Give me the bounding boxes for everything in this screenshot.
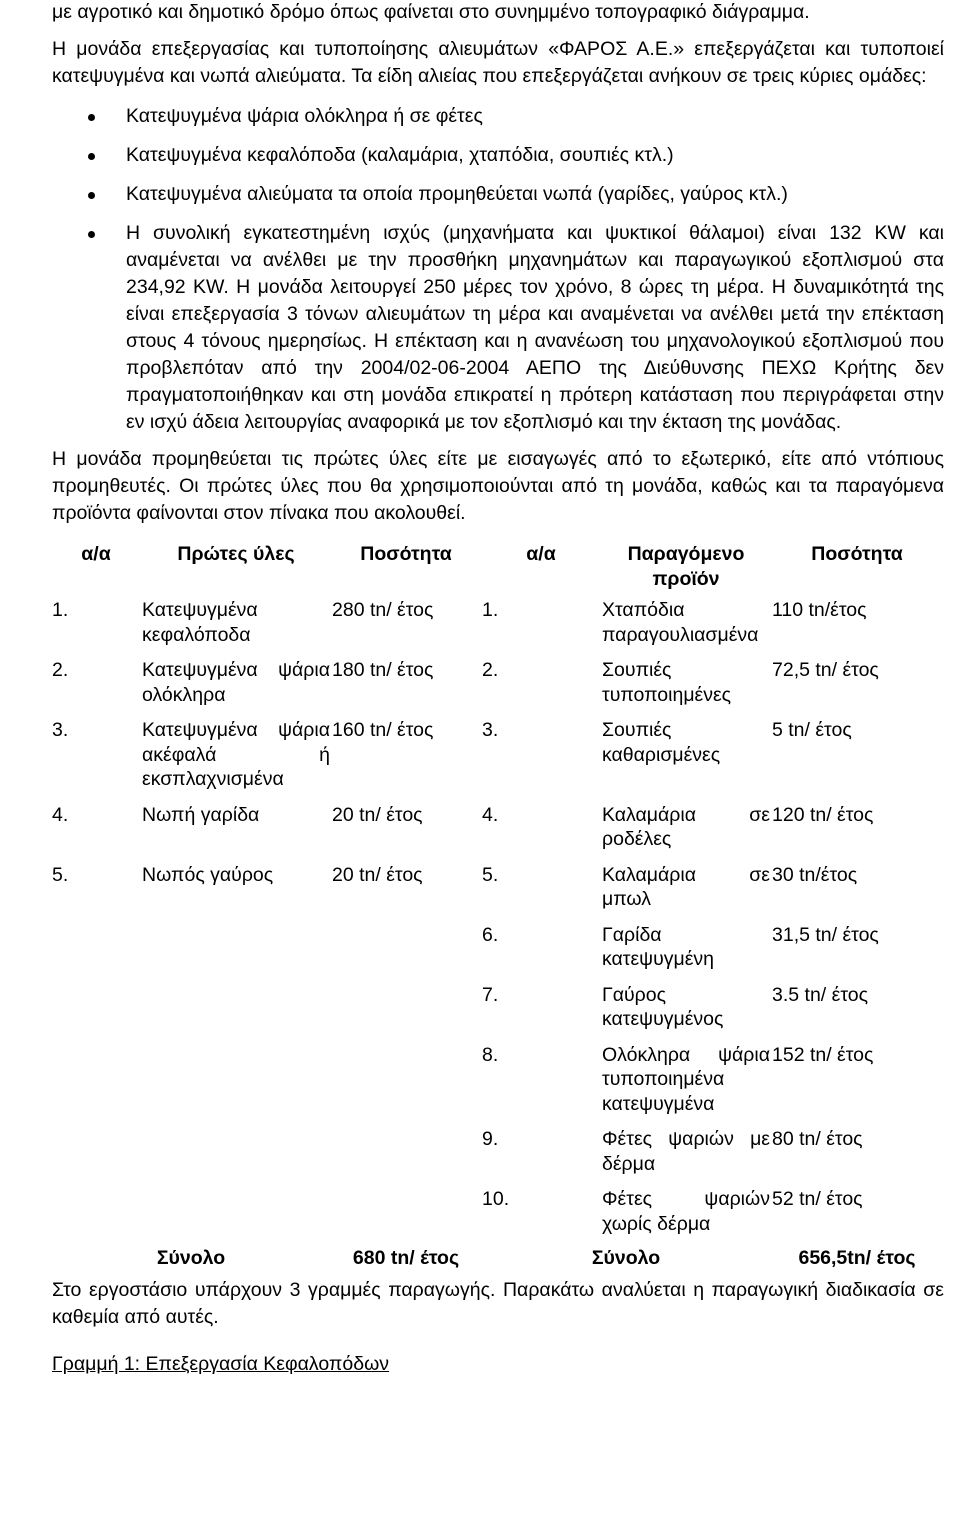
header-raw-materials: Πρώτες ύλες (177, 543, 295, 565)
total-value: 656,5tn/ έτος (798, 1247, 916, 1269)
raw-quantity-cell (332, 1040, 482, 1125)
row-number-product: 9. (482, 1128, 499, 1150)
total-value: 680 tn/ έτος (352, 1247, 460, 1269)
row-number-product: 5. (482, 863, 499, 886)
list-item-text: Κατεψυγμένα ψάρια ολόκληρα ή σε φέτες (126, 105, 483, 127)
raw-quantity-cell: 280 tn/ έτος (332, 599, 434, 621)
row-number-product: 1. (482, 599, 499, 621)
product-quantity-cell: 72,5 tn/ έτος (772, 659, 879, 681)
header-quantity: Ποσότητα (811, 543, 903, 565)
intro-paragraph-2: Η μονάδα επεξεργασίας και τυποποίησης αλιευμάτων «ΦΑΡΟΣ Α.Ε.» επεξεργάζεται και τυποποιεί κατεψυγμένα και νωπά αλιεύματα. Τα είδη αλιείας που επεξεργάζεται ανήκουν σε τρεις κύριες ομάδες: (52, 38, 944, 87)
list-item-text: Η συνολική εγκατεστημένη ισχύς (μηχανήματα και ψυκτικοί θάλαμοι) είναι 132 KW και αναμένεται να ανέλθει με την προσθήκη μηχανημάτων και παραγωγικού εξοπλισμού στα 234,92 KW. Η μονάδα λειτουργεί 250 μέρες τον χρόνο, 8 ώρες τη μέρα. Η δυναμικότητά της είναι επεξεργασία 3 τόνων αλιευμάτων τη μέρα και αναμένεται να ανέλθει μετά την επέκταση στους 4 τόνους ημερησίως. Η επέκταση και η ανανέωση του μηχανολογικού εξοπλισμού που προβλεπόταν από την 2004/02-06-2004 ΑΕΠΟ της Διεύθυνσης ΠΕΧΩ Κρήτης δεν πραγματοποιήθηκαν και στη μονάδα επικρατεί η πρότερη κατάσταση που περιγράφεται στην εν ισχύ άδεια λειτουργίας αναφορικά με τον εξοπλισμό και την έκταση της μονάδας. (126, 222, 944, 433)
table-row (52, 920, 944, 980)
product-cell: Φέτες ψαριών χωρίς δέρμα (602, 1188, 770, 1235)
bullet-icon (88, 192, 95, 199)
product-quantity-cell: 80 tn/ έτος (772, 1128, 863, 1150)
table-body (52, 595, 944, 1244)
section-heading: Γραμμή 1: Επεξεργασία Κεφαλοπόδων (52, 1352, 390, 1375)
raw-material-cell (142, 1040, 332, 1125)
bullet-icon (88, 153, 95, 160)
intro-paragraph-1: με αγροτικό και δημοτικό δρόμο όπως φαίνεται στο συνημμένο τοπογραφικό διάγραμμα. (52, 1, 810, 23)
product-quantity-cell: 152 tn/ έτος (772, 1043, 874, 1066)
bullet-icon (88, 231, 95, 238)
product-cell: Γαύρος κατεψυγμένος (602, 983, 724, 1030)
raw-quantity-cell (332, 980, 482, 1040)
table-row (52, 595, 944, 655)
raw-material-cell: Κατεψυγμένα ψάρια ολόκληρα (142, 659, 330, 706)
row-number-raw (52, 920, 142, 980)
product-quantity-cell: 5 tn/ έτος (772, 719, 852, 741)
table-header-row (52, 542, 944, 595)
raw-material-cell (142, 920, 332, 980)
product-quantity-cell: 31,5 tn/ έτος (772, 923, 879, 946)
table-row (52, 1040, 944, 1125)
row-number-raw: 5. (52, 863, 69, 886)
row-number-raw: 1. (52, 599, 69, 621)
raw-quantity-cell (332, 1184, 482, 1244)
row-number-raw (52, 1124, 142, 1184)
table-row (52, 800, 944, 860)
raw-quantity-cell: 20 tn/ έτος (332, 863, 423, 886)
row-number-raw: 3. (52, 719, 69, 741)
row-number-product: 10. (482, 1188, 510, 1210)
product-quantity-cell: 3.5 tn/ έτος (772, 983, 868, 1006)
raw-material-cell: Νωπός γαύρος (142, 863, 274, 886)
raw-quantity-cell (332, 1124, 482, 1184)
document-page (52, 0, 944, 1378)
product-cell: Φέτες ψαριών με δέρμα (602, 1128, 770, 1175)
row-number-product: 4. (482, 803, 499, 826)
production-lines-paragraph: Στο εργοστάσιο υπάρχουν 3 γραμμές παραγωγής. Παρακάτω αναλύεται η παραγωγική διαδικασία σε καθεμία από αυτές. (52, 1278, 944, 1328)
product-cell: Καλαμάρια σε ροδέλες (602, 803, 770, 850)
table-row (52, 860, 944, 920)
table-row (52, 1184, 944, 1244)
list-item (52, 181, 944, 208)
header-quantity: Ποσότητα (360, 543, 452, 565)
table-row (52, 715, 944, 800)
materials-products-table (52, 542, 944, 1273)
header-product: Παραγόμενο προϊόν (627, 543, 745, 590)
product-cell: Γαρίδα κατεψυγμένη (602, 923, 715, 970)
list-item-text: Κατεψυγμένα αλιεύματα τα οποία προμηθεύεται νωπά (γαρίδες, γαύρος κτλ.) (126, 183, 788, 205)
product-cell: Σουπιές καθαρισμένες (602, 719, 721, 766)
row-number-product: 6. (482, 923, 499, 946)
raw-quantity-cell: 160 tn/ έτος (332, 719, 434, 741)
bullet-list (52, 103, 944, 436)
total-label: Σύνολο (591, 1247, 661, 1269)
row-number-product: 2. (482, 659, 499, 681)
list-item (52, 103, 944, 130)
materials-paragraph: Η μονάδα προμηθεύεται τις πρώτες ύλες είτε με εισαγωγές από το εξωτερικό, είτε από ντόπιους προμηθευτές. Οι πρώτες ύλες που θα χρησιμοποιούνται από τη μονάδα, καθώς και τα παραγόμενα προϊόντα φαίνονται στον πίνακα που ακολουθεί. (52, 448, 944, 524)
product-cell: Καλαμάρια σε μπωλ (602, 863, 770, 910)
row-number-product: 8. (482, 1043, 499, 1066)
list-item (52, 220, 944, 436)
product-cell: Χταπόδια παραγουλιασμένα (602, 599, 759, 646)
raw-material-cell (142, 1124, 332, 1184)
raw-quantity-cell: 20 tn/ έτος (332, 803, 423, 826)
table-row (52, 655, 944, 715)
raw-material-cell: Νωπή γαρίδα (142, 803, 260, 826)
row-number-product: 7. (482, 983, 499, 1006)
product-quantity-cell: 120 tn/ έτος (772, 803, 874, 826)
row-number-raw (52, 1184, 142, 1244)
list-item-text: Κατεψυγμένα κεφαλόποδα (καλαμάρια, χταπόδια, σουπιές κτλ.) (126, 144, 674, 166)
raw-material-cell (142, 1184, 332, 1244)
bullet-icon (88, 114, 95, 121)
raw-material-cell: Κατεψυγμένα ψάρια ακέφαλά ή εκσπλαχνισμένα (142, 719, 330, 790)
table-row (52, 1124, 944, 1184)
table-row (52, 980, 944, 1040)
raw-material-cell: Κατεψυγμένα κεφαλόποδα (142, 599, 258, 646)
table-total-row (52, 1244, 944, 1273)
total-label: Σύνολο (156, 1247, 226, 1269)
row-number-raw: 2. (52, 659, 69, 681)
row-number-raw: 4. (52, 803, 69, 826)
raw-quantity-cell (332, 920, 482, 980)
raw-quantity-cell: 180 tn/ έτος (332, 659, 434, 681)
product-quantity-cell: 52 tn/ έτος (772, 1188, 863, 1210)
product-quantity-cell: 110 tn/έτος (772, 599, 867, 621)
header-aa: α/α (81, 543, 111, 565)
row-number-product: 3. (482, 719, 499, 741)
row-number-raw (52, 1040, 142, 1125)
product-cell: Σουπιές τυποποιημένες (602, 659, 732, 706)
row-number-raw (52, 980, 142, 1040)
product-cell: Ολόκληρα ψάρια τυποποιημένα κατεψυγμένα (602, 1043, 770, 1115)
raw-material-cell (142, 980, 332, 1040)
product-quantity-cell: 30 tn/έτος (772, 863, 858, 886)
header-aa: α/α (526, 543, 556, 565)
list-item (52, 142, 944, 169)
